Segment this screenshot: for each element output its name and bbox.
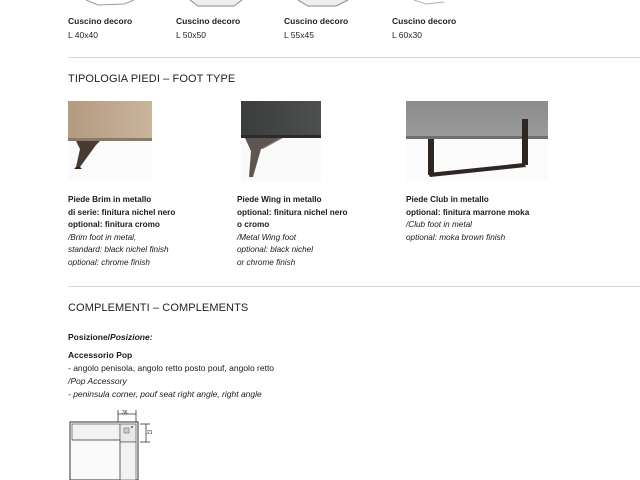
position-label-it: Posizione/ <box>68 332 111 342</box>
position-label <box>68 332 153 342</box>
caption-line: Piede Wing in metallo <box>237 195 322 204</box>
caption-line: Piede Brim in metallo <box>68 195 152 204</box>
cushion-size: L 40x40 <box>68 30 98 40</box>
brim-foot-image <box>68 101 152 181</box>
caption-line: optional: chrome finish <box>68 257 150 267</box>
cushion-name: Cuscino decoro <box>68 16 133 26</box>
section-divider <box>68 286 640 287</box>
position-label-en: Posizione: <box>110 332 153 342</box>
caption-line: standard: black nichel finish <box>68 245 169 255</box>
cushion-name: Cuscino decoro <box>392 16 457 26</box>
dimension-side: 21 <box>147 430 153 436</box>
cushion-name: Cuscino decoro <box>284 16 349 26</box>
caption-line: /Brim foot in metal, <box>68 232 137 242</box>
club-foot-caption <box>406 194 529 244</box>
caption-line: /Metal Wing foot <box>237 232 297 242</box>
complements-title: COMPLEMENTI – COMPLEMENTS <box>68 302 249 314</box>
club-foot-image <box>406 101 548 181</box>
dimension-top: 36 <box>122 410 128 416</box>
caption-line: optional: finitura nichel nero <box>237 207 348 217</box>
cushion-icon <box>190 0 242 8</box>
cushion-size: L 60x30 <box>392 30 422 40</box>
cushion-name: Cuscino decoro <box>176 16 241 26</box>
caption-line: di serie: finitura nichel nero <box>68 207 176 217</box>
accessory-title-en: /Pop Accessory <box>68 376 127 386</box>
caption-line: o cromo <box>237 220 270 230</box>
wing-foot-image <box>241 101 321 181</box>
caption-line: or chrome finish <box>237 257 296 267</box>
caption-line: optional: finitura cromo <box>68 220 160 230</box>
accessory-title: Accessorio Pop <box>68 350 133 360</box>
cushion-icon <box>298 0 350 8</box>
caption-line: optional: moka brown finish <box>406 232 506 242</box>
corner-accessory-drawing <box>66 408 156 480</box>
cushion-size: L 55x45 <box>284 30 314 40</box>
accessory-description-it: - angolo penisola, angolo retto posto pouf, angolo retto <box>68 363 275 373</box>
accessory-description-en: - peninsula corner, pouf seat right angle, right angle <box>68 389 262 399</box>
foot-type-title: TIPOLOGIA PIEDI – FOOT TYPE <box>68 73 236 85</box>
caption-line: optional: finitura marrone moka <box>406 207 530 217</box>
cushion-icon <box>84 0 136 8</box>
cushion-size: L 50x50 <box>176 30 206 40</box>
caption-line: Piede Club in metallo <box>406 195 489 204</box>
section-divider <box>68 57 640 58</box>
wing-foot-caption <box>237 194 348 270</box>
cushion-icon <box>404 0 456 8</box>
caption-line: optional: black nichel <box>237 245 314 255</box>
brim-foot-caption <box>68 194 175 270</box>
caption-line: /Club foot in metal <box>406 220 472 230</box>
